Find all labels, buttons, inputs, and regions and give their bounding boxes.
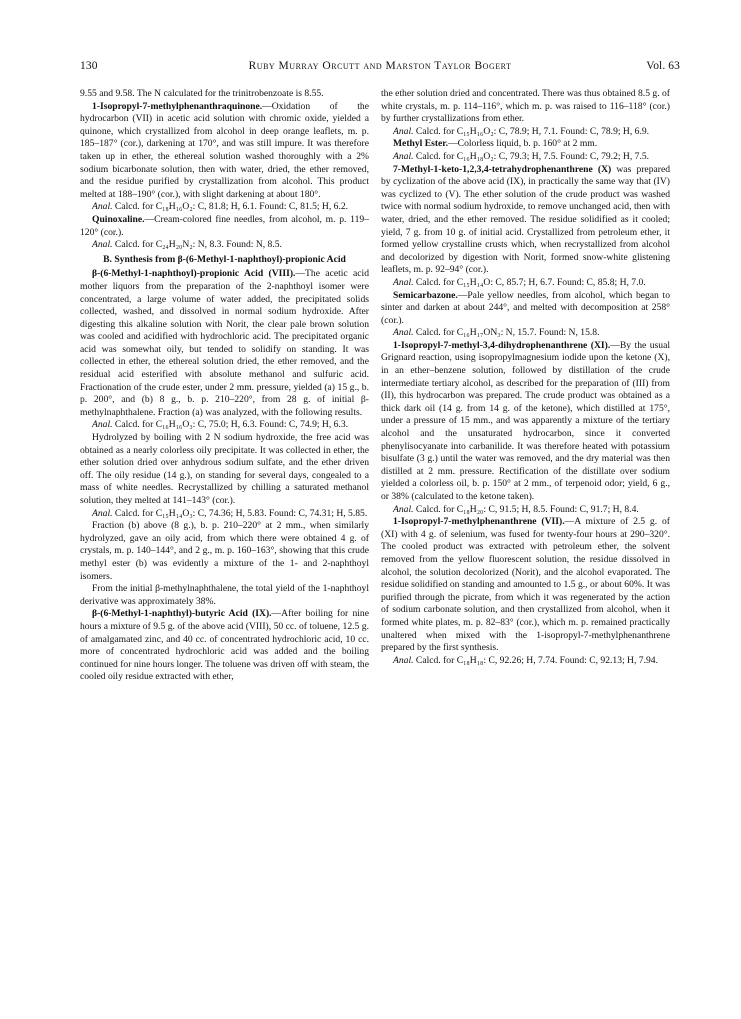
body-paragraph [381,340,670,504]
paragraph-text: Calcd. for C₁₆H₁₆O₃: C, 75.0; H, 6.3. Found: C, 74.9; H, 6.3. [112,419,349,431]
compound-heading: Semicarbazone. [393,289,458,301]
analysis-label: Anal. [393,150,414,162]
analysis-label: Anal. [393,503,414,515]
body-paragraph [381,138,670,151]
right-column [381,88,670,968]
analysis-label: Anal. [393,125,414,137]
body-paragraph [381,516,670,655]
paragraph-text: —After boiling for nine hours a mixture of 9.5 g. of the above acid (VIII), 50 cc. of toluene, 12.5 g. of amalgamated zinc, and 40 cc. of concentrated hydrochloric acid, 10 cc. more of concentrated hydrochloric acid was added and the boiling continued for nine hours longer. The toluene was driven off with steam, the cooled oily residue extracted with ether, [80,608,369,683]
analysis-paragraph [80,239,369,252]
analysis-label: Anal. [92,239,113,251]
paragraph-text: —Cream-colored fine needles, from alcohol, m. p. 119–120° (cor.). [80,213,369,238]
body-paragraph [80,432,369,508]
body-paragraph [80,88,369,101]
compound-heading: 7-Methyl-1-keto-1,2,3,4-tetrahydrophenanthrene (X) [393,163,612,175]
paragraph-text: Hydrolyzed by boiling with 2 N sodium hydroxide, the free acid was obtained as a nearly colorless oily precipitate. It was collected in ether, the ether solution dried over anhydrous sodium sulfate, and the ether driven off. The oily residue (14 g.), on standing for several days, congealed to a mass of white needles. Recrystallized by chilling a saturated methanol solution, they melted at 141–143° (cor.). [80,432,369,506]
running-title: Ruby Murray Orcutt and Marston Taylor Bogert [248,60,512,72]
analysis-paragraph [381,655,670,668]
paragraph-text: Calcd. for C₁₈H₁₈: C, 92.26; H, 7.74. Found: C, 92.13; H, 7.94. [413,654,658,666]
paragraph-text: the ether solution dried and concentrated. There was thus obtained 8.5 g. of white crystals, m. p. 114–116°, which m. p. was raised to 116–118° (cor.) by further crystallizations from ether. [381,88,670,125]
analysis-paragraph [80,201,369,214]
compound-heading: 1-Isopropyl-7-methyl-3,4-dihydrophenanthrene (XI). [393,339,611,351]
paragraph-text: 9.55 and 9.58. The N calculated for the trinitrobenzoate is 8.55. [80,88,324,99]
paragraph-text: Calcd. for C₂₄H₂₀N₂: N, 8.3. Found: N, 8.5. [112,239,282,251]
body-paragraph [80,268,369,419]
paragraph-text: —Oxidation of the hydrocarbon (VII) in acetic acid solution with chromic oxide, yielded a quinone, which crystallized from alcohol in deep orange leaflets, m. p. 185–187° (cor.), darkening at 170°, and was still impure. It was therefore taken up in ether, the ethereal solution washed thoroughly with a 2% sodium bicarbonate solution, then with water, dried, the ether removed, and the residue purified by crystallization from alcohol. This product melted at 188–190° (cor.), with slight darkening at about 180°. [80,100,369,200]
paragraph-text: From the initial β-methylnaphthalene, the total yield of the 1-naphthoyl derivative was approximately 38%. [80,583,369,607]
page-number: 130 [80,60,98,72]
paragraph-text: Fraction (b) above (8 g.), b. p. 210–220° at 2 mm., when similarly hydrolyzed, gave an oily acid, from which there were obtained 4 g. of crystals, m. p. 140–144°, and 2 g., m. p. 160–163°, showing that this crude methyl ester (b) was evidently a mixture of the 1- and 2-naphthoyl isomers. [80,520,369,582]
analysis-label: Anal. [393,276,414,288]
body-paragraph [381,88,670,126]
body-paragraph [381,290,670,328]
paragraph-text: Calcd. for C₁₅H₁₄O: C, 85.7; H, 6.7. Found: C, 85.8; H, 7.0. [413,276,646,288]
body-paragraph [80,520,369,583]
paragraph-text: —By the usual Grignard reaction, using isopropylmagnesium iodide upon the ketone (X), in an ether–benzene solution, followed by distillation of the crude intermediate tertiary alcohol, as described for the preparation of (III) from (II), this hydrocarbon was prepared. The crude product was obtained as a thick dark oil (14 g. from 14 g. of the ketone), which distilled at 175°, under a pressure of 15 mm., and was apparently a mixture of the tertiary alcohol and the unsaturated hydrocarbon, since it converted phenylisocyanate into carbanilide. It was therefore heated with potassium bisulfate (3 g.) until the water was removed, and the dry material was then distilled at 2 mm. pressure. Rectification of the distillate over sodium yielded a colorless oil, b. p. 150° at 2 mm., of terpenoid odor; yield, 6 g., or 38% (calculated to the ketone taken). [381,339,670,502]
paragraph-text: Calcd. for C₁₅H₁₄O₃: C, 74.36; H, 5.83. Found: C, 74.31; H, 5.85. [112,507,368,519]
paragraph-text: was prepared by cyclization of the above acid (IX), in practically the same way that (IV) was cyclized to (V). The ether solution of the crude product was washed twice with normal sodium hydroxide, to remove unchanged acid, then with water, dried, and the ether removed. The residue solidified as it cooled; yield, 7 g. from 10 g. of initial acid. Crystallized from petroleum ether, it formed yellow crystalline crusts which, when recrystallized from alcohol and decolorized by digestion with Norit, formed snow-white glistening leaflets, m. p. 92–94° (cor.). [381,163,670,276]
paragraph-text: —Colorless liquid, b. p. 160° at 2 mm. [448,138,598,150]
left-column [80,88,369,968]
volume-label: Vol. 63 [646,60,680,72]
analysis-paragraph [80,508,369,521]
page-header [80,60,680,76]
analysis-label: Anal. [92,201,113,213]
analysis-paragraph [381,151,670,164]
body-paragraph [381,164,670,277]
paragraph-text: Calcd. for C₁₅H₁₆O₂: C, 78.9; H, 7.1. Found: C, 78.9; H, 6.9. [413,125,650,137]
analysis-paragraph [381,277,670,290]
compound-heading: β-(6-Methyl-1-naphthoyl)-propionic Acid (VIII). [92,268,296,280]
paragraph-text: Calcd. for C₁₈H₂₀: C, 91.5; H, 8.5. Found: C, 91.7; H, 8.4. [413,503,639,515]
paragraph-text: —The acetic acid mother liquors from the preparation of the 2-naphthoyl isomer were concentrated, a large volume of water added, the precipitated solids collected, washed, and dissolved in normal sodium hydroxide. After digesting this alkaline solution with Norit, the clear pale brown solution was cooled and acidified with hydrochloric acid. The precipitated organic acid was somewhat oily, but tended to solidify on standing. It was collected in ether, the ethereal solution dried, the ether removed, and the residual acid esterified with absolute methanol and sulfuric acid. Fractionation of the crude ester, under 2 mm. pressure, yielded (a) 15 g., b. p. 200°, and (b) 8 g., b. p. 210–220°, from 28 g. of initial β-methylnaphthalene. Fraction (a) was analyzed, with the following results. [80,268,369,418]
analysis-paragraph [80,419,369,432]
analysis-label: Anal. [92,419,113,431]
compound-heading: 1-Isopropyl-7-methylphenanthrene (VII). [393,516,565,528]
compound-heading: Methyl Ester. [393,138,449,150]
analysis-paragraph [381,126,670,139]
body-paragraph [80,101,369,202]
analysis-paragraph [381,327,670,340]
body-paragraph [80,608,369,684]
compound-heading: Quinoxaline. [92,213,145,225]
analysis-label: Anal. [393,654,414,666]
paragraph-text: —Pale yellow needles, from alcohol, which began to sinter and darken at about 244°, and melted with decomposition at 258° (cor.). [381,289,670,326]
body-paragraph [80,583,369,608]
compound-heading: 1-Isopropyl-7-methylphenanthraquinone. [92,100,263,112]
analysis-paragraph [381,504,670,517]
paragraph-text: —A mixture of 2.5 g. of (XI) with 4 g. of selenium, was fused for twenty-four hours at 290–320°. The cooled product was extracted with petroleum ether, the solvent removed from the yellow fluorescent solution, the residue dissolved in alcohol, the solution decolorized (Norit), and the alcohol evaporated. The residue solidified on standing and amounted to 1.5 g., or about 60%. It was purified through the picrate, from which it was regenerated by the action of sodium carbonate solution, and then crystallized from alcohol, when it formed white plates, m. p. 82–83° (cor.), which m. p. remained practically unaltered when mixed with the 1-isopropyl-7-methylphenanthrene prepared by the first synthesis. [381,516,670,654]
analysis-label: Anal. [393,327,414,339]
paragraph-text: Calcd. for C₁₆H₁₈O₂: C, 79.3; H, 7.5. Found: C, 79.2; H, 7.5. [413,150,650,162]
paragraph-text: Calcd. for C₁₆H₁₇ON₃: N, 15.7. Found: N, 15.8. [413,327,600,339]
compound-heading: β-(6-Methyl-1-naphthyl)-butyric Acid (IX). [92,608,272,620]
analysis-label: Anal. [92,507,113,519]
section-heading: B. Synthesis from β-(6-Methyl-1-naphthoyl)-propionic Acid [103,253,346,265]
body-paragraph [80,214,369,239]
paragraph-text: Calcd. for C₁₈H₁₆O₂: C, 81.8; H, 6.1. Found: C, 81.5; H, 6.2. [112,201,349,213]
